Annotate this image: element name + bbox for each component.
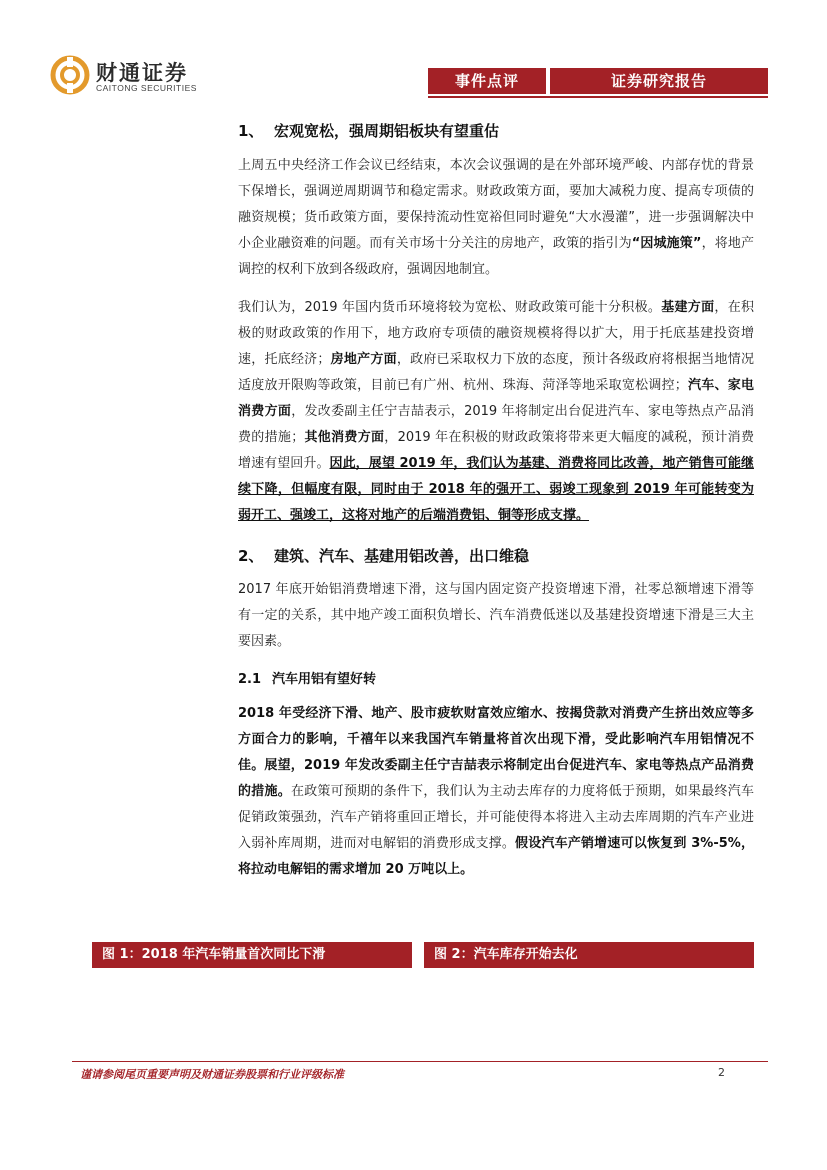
section-2-1-paragraph xyxy=(238,701,754,883)
bold-run: 其他消费方面 xyxy=(304,430,385,445)
section-1-number: 1、 xyxy=(238,122,264,140)
section-2-title: 建筑、汽车、基建用铝改善，出口维稳 xyxy=(274,547,530,565)
bold-run: 基建方面 xyxy=(661,300,715,315)
bold-underlined-conclusion: 因此，展望 2019 年，我们认为基建、消费将同比改善，地产销售可能继续下降，但幅度有限，同时由于 2018 年的强开工、弱竣工现象到 2019 年可能转变为弱开工、强竣工，这将对地产的后端消费铝、铜等形成支撑。 xyxy=(238,456,754,523)
footer-divider xyxy=(72,1061,768,1062)
section-1-paragraph-2 xyxy=(238,295,754,529)
bold-run: “因城施策” xyxy=(631,236,702,251)
section-2-1-title: 汽车用铝有望好转 xyxy=(272,672,377,687)
text-run: ，将地产调控的权利下放到各级政府，强调因地制宜。 xyxy=(238,236,754,277)
text-run: 上周五中央经济工作会议已经结束，本次会议强调的是在外部环境严峻、内部存忧的背景下保增长，强调逆周期调节和稳定需求。财政政策方面，要加大减税力度、提高专项债的融资规模；货币政策方面，要保持流动性宽裕但同时避免“大水漫灌”，进一步强调解决中小企业融资难的问题。而有关市场十分关注的房地产，政策的指引为 xyxy=(238,158,754,251)
logo-english-name: CAITONG SECURITIES xyxy=(96,83,197,93)
header-divider xyxy=(428,96,768,98)
text-run: ，发改委副主任宁吉喆表示，2019 年将制定出台促进汽车、家电等热点产品消费的措施； xyxy=(238,404,754,445)
tab-event-review: 事件点评 xyxy=(428,68,546,94)
text-run: ，政府已采取权力下放的态度，预计各级政府将根据当地情况适度放开限购等政策，目前已有广州、杭州、珠海、菏泽等地采取宽松调控； xyxy=(238,352,754,393)
text-run: 2017 年底开始铝消费增速下滑，这与国内固定资产投资增速下滑，社零总额增速下滑等有一定的关系，其中地产竣工面积负增长、汽车消费低迷以及基建投资增速下滑是三大主要因素。 xyxy=(238,582,754,649)
logo-chinese-name: 财通证券 xyxy=(96,61,188,85)
figure-2-caption: 图 2：汽车库存开始去化 xyxy=(424,942,754,968)
section-1-title: 宏观宽松，强周期铝板块有望重估 xyxy=(274,122,500,140)
section-1-paragraph-1 xyxy=(238,153,754,283)
section-2-heading xyxy=(238,545,754,567)
report-body xyxy=(238,120,754,883)
company-logo xyxy=(50,55,220,95)
text-run: ，在积极的财政政策的作用下，地方政府专项债的融资规模将得以扩大，用于托底基建投资增速，托底经济； xyxy=(238,300,754,367)
bold-run: 汽车、家电消费方面 xyxy=(238,378,754,419)
footer-disclaimer: 谨请参阅尾页重要声明及财通证券股票和行业评级标准 xyxy=(80,1068,344,1081)
section-2-paragraph-1 xyxy=(238,577,754,655)
text-run: 在政策可预期的条件下，我们认为主动去库存的力度将低于预期，如果最终汽车促销政策强劲，汽车产销将重回正增长，并可能使得本将进入主动去库周期的汽车产业进入弱补库周期，进而对电解铝的消费形成支撑。 xyxy=(238,784,754,851)
section-2-1-heading xyxy=(238,669,754,691)
caitong-logo-icon xyxy=(50,55,90,95)
tab-research-report: 证券研究报告 xyxy=(550,68,768,94)
page-number: 2 xyxy=(718,1066,725,1079)
bold-run: 2018 年受经济下滑、地产、股市疲软财富效应缩水、按揭贷款对消费产生挤出效应等多方面合力的影响，千禧年以来我国汽车销量将首次出现下滑，受此影响汽车用铝情况不佳。展望，2019 年发改委副主任宁吉喆表示将制定出台促进汽车、家电等热点产品消费的措施。 xyxy=(238,706,754,799)
section-1-heading xyxy=(238,120,754,142)
figure-1-caption: 图 1：2018 年汽车销量首次同比下滑 xyxy=(92,942,412,968)
bold-run: 房地产方面 xyxy=(330,352,397,367)
bold-run: 假设汽车产销增速可以恢复到 3%-5%，将拉动电解铝的需求增加 20 万吨以上。 xyxy=(238,836,754,877)
text-run: ，2019 年在积极的财政政策将带来更大幅度的减税，预计消费增速有望回升。 xyxy=(238,430,754,471)
header-tabs xyxy=(428,68,768,94)
section-2-number: 2、 xyxy=(238,547,264,565)
text-run: 我们认为，2019 年国内货币环境将较为宽松、财政政策可能十分积极。 xyxy=(238,300,662,315)
section-2-1-number: 2.1 xyxy=(238,672,262,687)
